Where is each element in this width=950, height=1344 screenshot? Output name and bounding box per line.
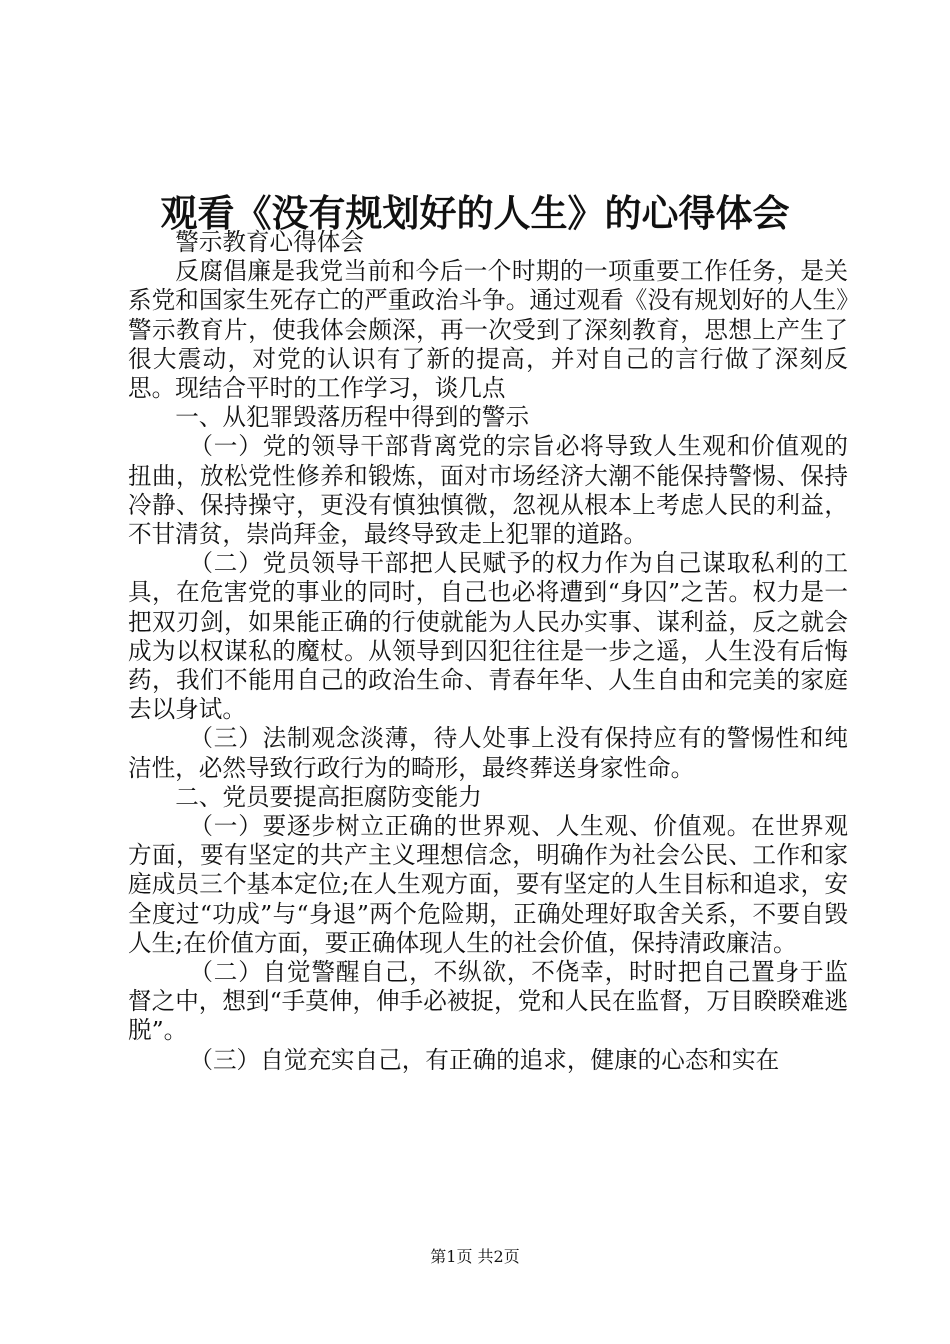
paragraph-subtitle: 警示教育心得体会 [175,228,364,256]
paragraph-intro: 反腐倡廉是我党当前和今后一个时期的一项重要工作任务，是关系党和国家生死存亡的严重政治斗争。通过观看《没有规划好的人生》警示教育片，使我体会颇深，再一次受到了深刻教育，思想上产生了很大震动，对党的认识有了新的提高，并对自己的言行做了深刻反思。现结合平时的工作学习，谈几点 [128,257,848,403]
paragraph-2-1: （一）要逐步树立正确的世界观、人生观、价值观。在世界观方面，要有坚定的共产主义理想信念，明确作为社会公民、工作和家庭成员三个基本定位;在人生观方面，要有坚定的人生目标和追求，安全度过“功成”与“身退”两个危险期，正确处理好取舍关系，不要自毁人生;在价值方面，要正确体现人生的社会价值，保持清政廉洁。 [128,812,848,957]
paragraph-1-3: （三）法制观念淡薄，待人处事上没有保持应有的警惕性和纯洁性，必然导致行政行为的畸形，最终葬送身家性命。 [128,724,848,782]
document-title: 观看《没有规划好的人生》的心得体会 [160,191,790,235]
section-heading-1: 一、从犯罪毁落历程中得到的警示 [175,403,530,432]
paragraph-2-2: （二）自觉警醒自己，不纵欲，不侥幸，时时把自己置身于监督之中，想到“手莫伸，伸手必被捉，党和人民在监督，万目睽睽难逃脱”。 [128,958,848,1045]
paragraph-1-1: （一）党的领导干部背离党的宗旨必将导致人生观和价值观的扭曲，放松党性修养和锻炼，面对市场经济大潮不能保持警惕、保持冷静、保持操守，更没有慎独慎微，忽视从根本上考虑人民的利益，不甘清贫，崇尚拜金，最终导致走上犯罪的道路。 [128,432,848,549]
paragraph-2-3: （三）自觉充实自己，有正确的追求，健康的心态和实在 [189,1045,780,1074]
document-body [128,228,848,1075]
page-footer: 第1页 共2页 [430,1247,520,1266]
section-heading-2: 二、党员要提高拒腐防变能力 [175,782,482,811]
paragraph-1-2: （二）党员领导干部把人民赋予的权力作为自己谋取私利的工具，在危害党的事业的同时，自己也必将遭到“身囚”之苦。权力是一把双刃剑，如果能正确的行使就能为人民办实事、谋利益，反之就会成为以权谋私的魔杖。从领导到囚犯往往是一步之遥，人生没有后悔药，我们不能用自己的政治生命、青春年华、人生自由和完美的家庭去以身试。 [128,549,848,724]
